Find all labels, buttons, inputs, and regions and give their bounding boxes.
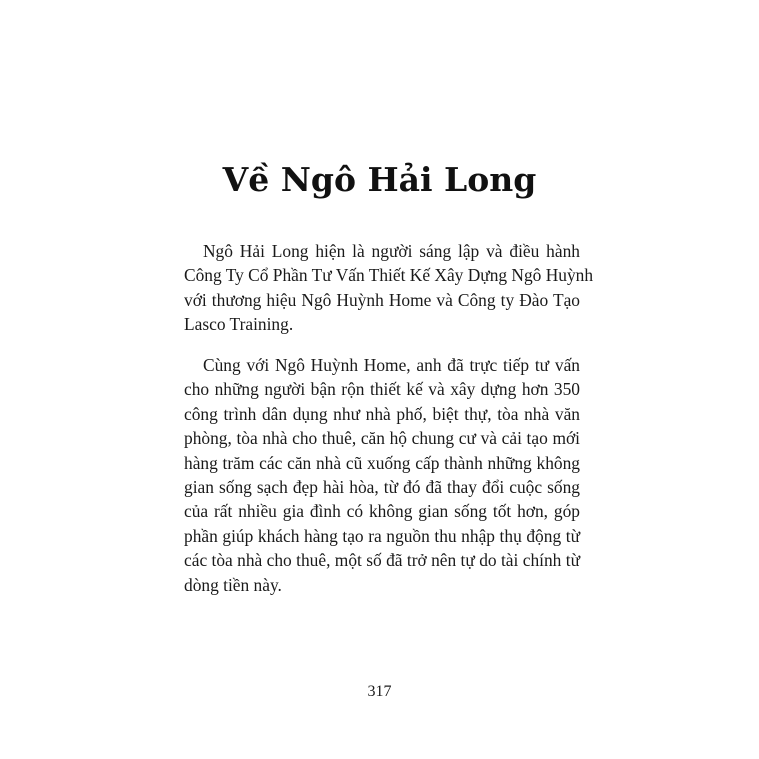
paragraph-line: Công Ty Cổ Phần Tư Vấn Thiết Kế Xây Dựng Ngô Huỳnh: [184, 265, 594, 286]
paragraph-line: hàng trăm các căn nhà cũ xuống cấp thành những không: [184, 452, 580, 473]
paragraph-line: Cùng với Ngô Huỳnh Home, anh đã trực tiếp tư vấn: [203, 355, 580, 375]
paragraph-line: phòng, tòa nhà cho thuê, căn hộ chung cư và cải tạo mới: [184, 428, 580, 449]
chapter-title: Về Ngô Hải Long: [222, 160, 537, 199]
paragraph-line: các tòa nhà cho thuê, một số đã trở nên tự do tài chính từ: [184, 550, 580, 571]
paragraph-line: dòng tiền này.: [184, 574, 282, 595]
paragraph-line: Lasco Training.: [184, 314, 294, 335]
paragraph-line: với thương hiệu Ngô Huỳnh Home và Công ty Đào Tạo: [184, 289, 580, 310]
paragraph-1: [184, 239, 594, 337]
paragraph-2: [184, 353, 580, 597]
page-number: 317: [367, 683, 392, 700]
paragraph-line: phần giúp khách hàng tạo ra nguồn thu nhập thụ động từ: [184, 525, 580, 546]
paragraph-line: của rất nhiều gia đình có không gian sống tốt hơn, góp: [184, 501, 580, 522]
paragraph-line: Ngô Hải Long hiện là người sáng lập và điều hành: [203, 241, 580, 261]
paragraph-line: cho những người bận rộn thiết kế và xây dựng hơn 350: [184, 379, 580, 400]
paragraph-line: gian sống sạch đẹp hài hòa, từ đó đã thay đổi cuộc sống: [184, 477, 580, 498]
paragraph-line: công trình dân dụng như nhà phố, biệt thự, tòa nhà văn: [184, 403, 580, 424]
